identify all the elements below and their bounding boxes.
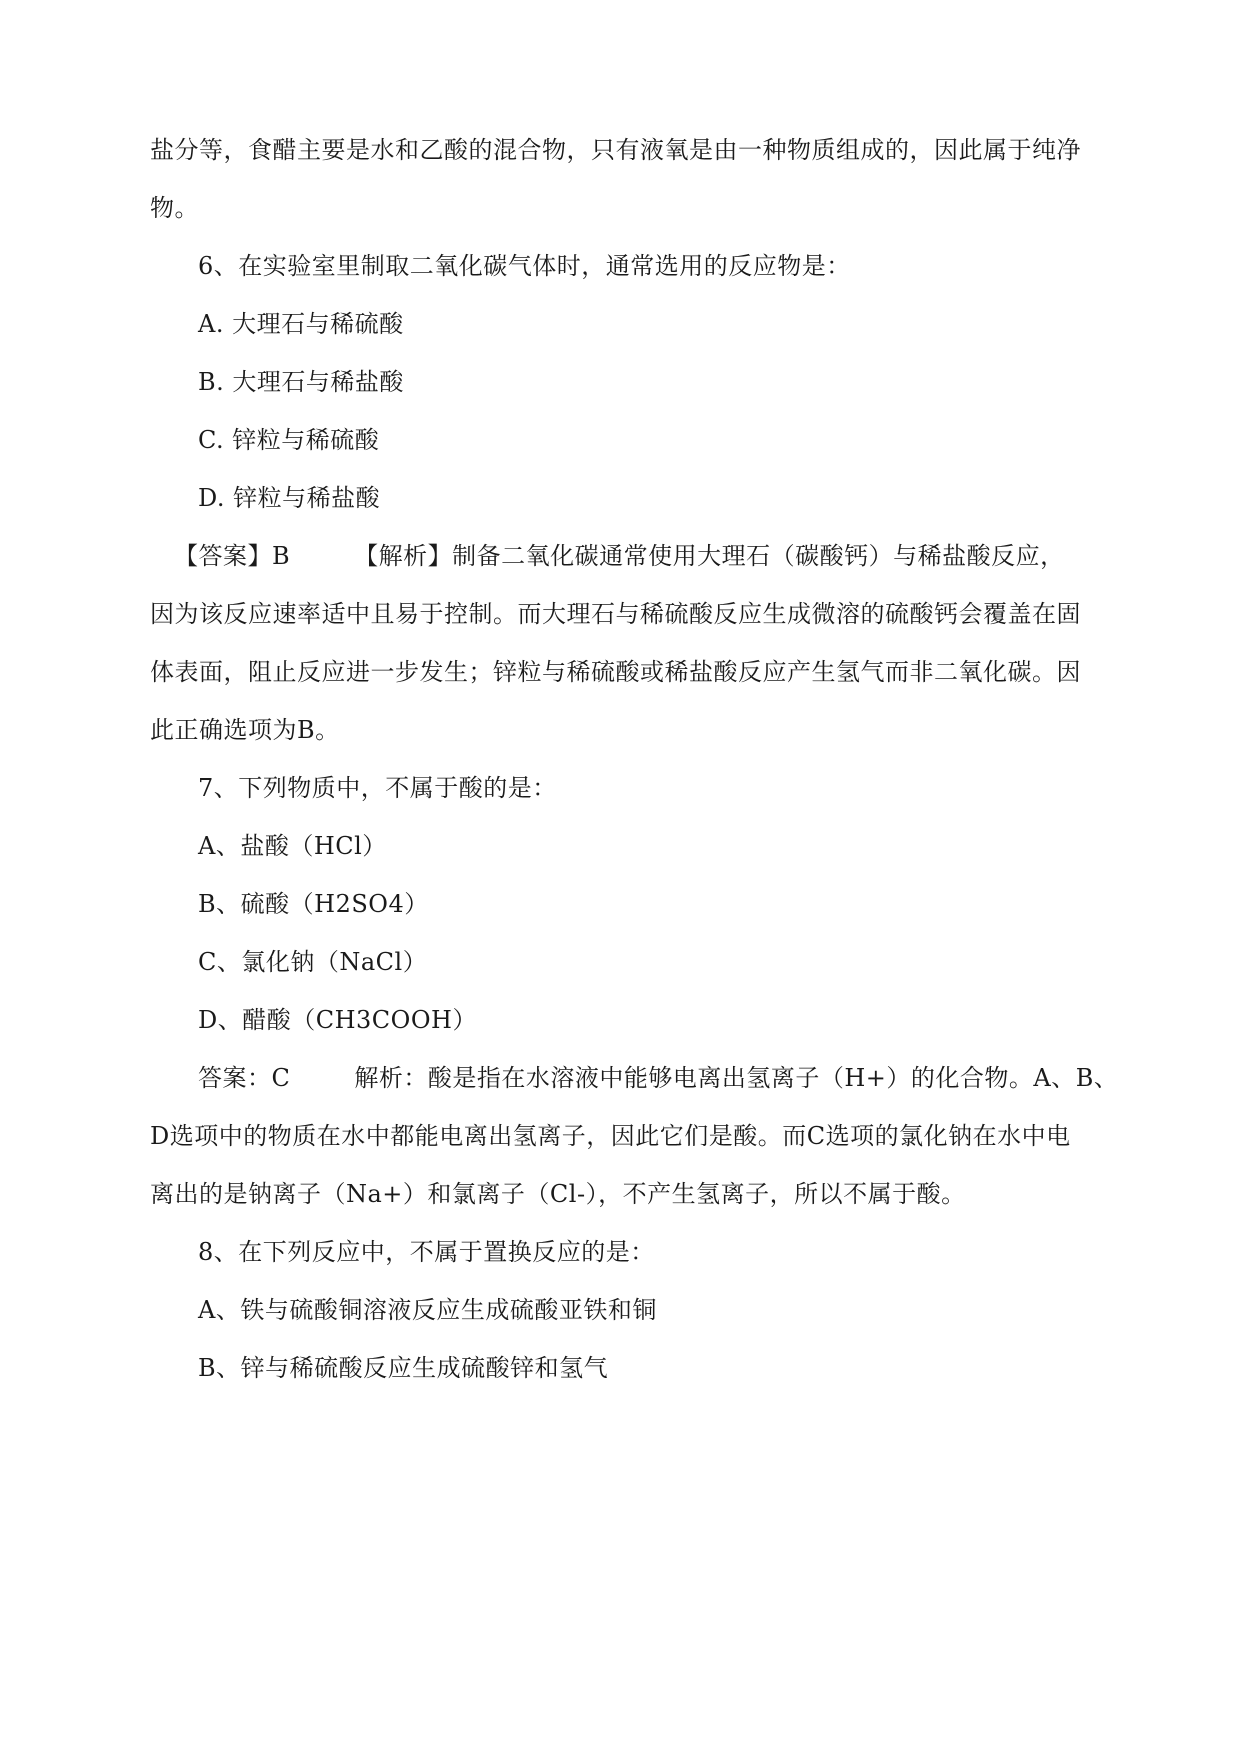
q7-option-c: C、氯化钠（NaCl） <box>198 948 428 976</box>
q7-option-d: D、醋酸（CH3COOH） <box>198 1006 477 1034</box>
q7-analysis-line-1: 解析：酸是指在水溶液中能够电离出氢离子（H+）的化合物。A、B、 <box>354 1064 1119 1092</box>
q8-option-b: B、锌与稀硫酸反应生成硫酸锌和氢气 <box>198 1354 609 1382</box>
q6-option-a: A. 大理石与稀硫酸 <box>198 310 404 338</box>
q6-answer: 【答案】B <box>174 542 291 570</box>
q7-answer: 答案：C <box>198 1064 291 1092</box>
question-7: 7、下列物质中，不属于酸的是： <box>198 774 557 802</box>
question-6: 6、在实验室里制取二氧化碳气体时，通常选用的反应物是： <box>198 252 851 280</box>
q6-analysis-line-3: 体表面，阻止反应进一步发生；锌粒与稀硫酸或稀盐酸反应产生氢气而非二氧化碳。因 <box>150 658 1081 686</box>
q7-answer-line <box>198 1062 1138 1094</box>
q6-answer-line <box>174 540 1114 572</box>
q7-analysis-line-3: 离出的是钠离子（Na+）和氯离子（Cl-），不产生氢离子，所以不属于酸。 <box>150 1180 966 1208</box>
q6-analysis-line-1: 【解析】制备二氧化碳通常使用大理石（碳酸钙）与稀盐酸反应， <box>354 542 1065 570</box>
q6-analysis-line-2: 因为该反应速率适中且易于控制。而大理石与稀硫酸反应生成微溶的硫酸钙会覆盖在固 <box>150 600 1081 628</box>
q6-option-d: D. 锌粒与稀盐酸 <box>198 484 381 512</box>
q6-option-b: B. 大理石与稀盐酸 <box>198 368 404 396</box>
q7-option-b: B、硫酸（H2SO4） <box>198 890 429 918</box>
q5-analysis-tail-line-2: 物。 <box>150 194 199 222</box>
q5-analysis-tail-line-1: 盐分等，食醋主要是水和乙酸的混合物，只有液氧是由一种物质组成的，因此属于纯净 <box>150 136 1081 164</box>
q7-option-a: A、盐酸（HCl） <box>198 832 387 860</box>
question-8: 8、在下列反应中，不属于置换反应的是： <box>198 1238 655 1266</box>
q8-option-a: A、铁与硫酸铜溶液反应生成硫酸亚铁和铜 <box>198 1296 657 1324</box>
q6-option-c: C. 锌粒与稀硫酸 <box>198 426 380 454</box>
q7-analysis-line-2: D选项中的物质在水中都能电离出氢离子，因此它们是酸。而C选项的氯化钠在水中电 <box>150 1122 1071 1150</box>
q6-analysis-line-4: 此正确选项为B。 <box>150 716 340 744</box>
